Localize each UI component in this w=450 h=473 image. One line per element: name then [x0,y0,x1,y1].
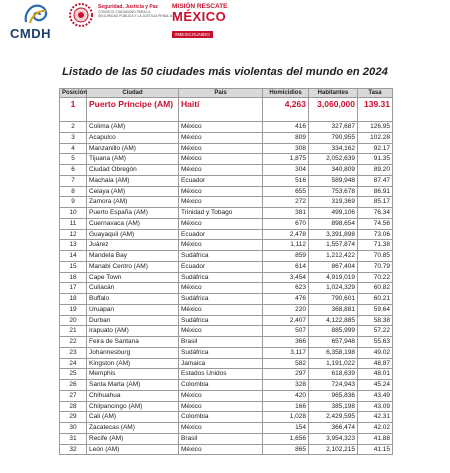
homicides-cell: 166 [263,401,309,412]
rate-cell: 42.31 [358,412,393,423]
homicides-cell: 507 [263,326,309,337]
city-cell: Celaya (AM) [87,186,179,197]
rate-cell: 57.22 [358,326,393,337]
table-row [60,143,393,154]
city-cell: Uruapan [87,304,179,315]
population-cell: 385,198 [309,401,358,412]
country-cell: Colombia [179,380,263,391]
population-cell: 790,955 [309,132,358,143]
position-cell: 1 [60,98,87,122]
city-cell: Zacatecas (AM) [87,423,179,434]
city-cell: Guayaquil (AM) [87,229,179,240]
population-cell: 366,474 [309,423,358,434]
population-cell: 965,836 [309,390,358,401]
rate-cell: 92.17 [358,143,393,154]
population-cell: 3,954,323 [309,433,358,444]
population-cell: 3,060,000 [309,98,358,122]
column-header-country: País [179,89,263,98]
position-cell: 5 [60,154,87,165]
position-cell: 3 [60,132,87,143]
homicides-cell: 2,478 [263,229,309,240]
position-cell: 17 [60,283,87,294]
rate-cell: 85.17 [358,197,393,208]
rate-cell: 76.34 [358,208,393,219]
sjp-title: Seguridad, Justicia y Paz [98,4,159,10]
population-cell: 753,678 [309,186,358,197]
cmdh-logo-text: CMDH [10,26,51,41]
city-cell: Cape Town [87,272,179,283]
homicides-cell: 416 [263,122,309,133]
city-cell: Manzanillo (AM) [87,143,179,154]
position-cell: 21 [60,326,87,337]
homicides-cell: 328 [263,380,309,391]
position-cell: 18 [60,294,87,305]
table-row [60,337,393,348]
homicides-cell: 4,263 [263,98,309,122]
country-cell: México [179,218,263,229]
homicides-cell: 154 [263,423,309,434]
population-cell: 2,102,215 [309,444,358,455]
position-cell: 16 [60,272,87,283]
country-cell: México [179,154,263,165]
cities-table [59,88,393,455]
page-title: Listado de las 50 ciudades más violentas del mundo en 2024 [62,66,388,78]
column-header-population: Habitantes [309,89,358,98]
position-cell: 13 [60,240,87,251]
sjp-subtitle-2: SEGURIDAD PÚBLICA Y LA JUSTICIA PENAL A.C. [98,14,177,18]
homicides-cell: 865 [263,444,309,455]
rate-cell: 60.21 [358,294,393,305]
country-cell: México [179,283,263,294]
table-row [60,315,393,326]
homicides-cell: 1,875 [263,154,309,165]
position-cell: 20 [60,315,87,326]
rate-cell: 43.09 [358,401,393,412]
table-row [60,218,393,229]
table-row [60,122,393,133]
population-cell: 1,557,874 [309,240,358,251]
city-cell: Santa Marta (AM) [87,380,179,391]
city-cell: Tijuana (AM) [87,154,179,165]
rate-cell: 139.31 [358,98,393,122]
city-cell: Cali (AM) [87,412,179,423]
country-cell: México [179,197,263,208]
homicides-cell: 366 [263,337,309,348]
population-cell: 885,999 [309,326,358,337]
country-cell: México [179,401,263,412]
column-header-rate: Tasa [358,89,393,98]
table-row [60,261,393,272]
position-cell: 11 [60,218,87,229]
position-cell: 2 [60,122,87,133]
population-cell: 657,948 [309,337,358,348]
table-row [60,98,393,122]
homicides-cell: 308 [263,143,309,154]
mision-rescate-top: MISIÓN RESCATE [172,3,228,10]
rate-cell: 58.38 [358,315,393,326]
position-cell: 7 [60,175,87,186]
population-cell: 2,429,595 [309,412,358,423]
rate-cell: 41.88 [358,433,393,444]
position-cell: 27 [60,390,87,401]
table-row [60,240,393,251]
country-cell: Sudáfrica [179,347,263,358]
rate-cell: 86.91 [358,186,393,197]
country-cell: Brasil [179,337,263,348]
country-cell: Sudáfrica [179,272,263,283]
rate-cell: 48.87 [358,358,393,369]
population-cell: 1,191,022 [309,358,358,369]
homicides-cell: 381 [263,208,309,219]
position-cell: 22 [60,337,87,348]
population-cell: 867,404 [309,261,358,272]
position-cell: 24 [60,358,87,369]
homicides-cell: 614 [263,261,309,272]
city-cell: Ciudad Obregón [87,165,179,176]
homicides-cell: 582 [263,358,309,369]
city-cell: Irapuato (AM) [87,326,179,337]
country-cell: México [179,326,263,337]
population-cell: 319,369 [309,197,358,208]
table-row [60,229,393,240]
sjp-subtitle-1: CONSEJO CIUDADANO PARA LA [98,10,151,14]
country-cell: Colombia [179,412,263,423]
population-cell: 589,948 [309,175,358,186]
position-cell: 8 [60,186,87,197]
country-cell: Ecuador [179,229,263,240]
table-row [60,380,393,391]
rate-cell: 41.15 [358,444,393,455]
rate-cell: 42.02 [358,423,393,434]
rate-cell: 73.06 [358,229,393,240]
seal-icon [68,2,94,28]
position-cell: 10 [60,208,87,219]
country-cell: México [179,444,263,455]
position-cell: 14 [60,251,87,262]
table-row [60,358,393,369]
population-cell: 2,052,639 [309,154,358,165]
country-cell: México [179,423,263,434]
country-cell: Ecuador [179,175,263,186]
homicides-cell: 220 [263,304,309,315]
cmdh-logo [8,2,66,42]
homicides-cell: 420 [263,390,309,401]
country-cell: Ecuador [179,261,263,272]
homicides-cell: 809 [263,132,309,143]
table-header-row [60,89,393,98]
position-cell: 15 [60,261,87,272]
position-cell: 23 [60,347,87,358]
rate-cell: 70.22 [358,272,393,283]
rate-cell: 91.35 [358,154,393,165]
rate-cell: 71.38 [358,240,393,251]
homicides-cell: 655 [263,186,309,197]
country-cell: Brasil [179,433,263,444]
rate-cell: 89.20 [358,165,393,176]
mision-rescate-main: MÉXICO [172,9,227,24]
homicides-cell: 1,656 [263,433,309,444]
population-cell: 618,639 [309,369,358,380]
population-cell: 499,106 [309,208,358,219]
city-cell: Durban [87,315,179,326]
population-cell: 6,358,198 [309,347,358,358]
city-cell: Feira de Santana [87,337,179,348]
homicides-cell: 297 [263,369,309,380]
country-cell: Sudáfrica [179,315,263,326]
rate-cell: 126.95 [358,122,393,133]
table-row [60,132,393,143]
homicides-cell: 304 [263,165,309,176]
rate-cell: 59.64 [358,304,393,315]
city-cell: Acapulco [87,132,179,143]
homicides-cell: 670 [263,218,309,229]
column-header-city: Ciudad [87,89,179,98]
city-cell: Zamora (AM) [87,197,179,208]
homicides-cell: 623 [263,283,309,294]
table-row [60,423,393,434]
table-row [60,326,393,337]
city-cell: Juárez [87,240,179,251]
country-cell: Sudáfrica [179,294,263,305]
rate-cell: 43.49 [358,390,393,401]
rate-cell: 45.24 [358,380,393,391]
table-row [60,283,393,294]
table-row [60,165,393,176]
country-cell: Estados Unidos [179,369,263,380]
population-cell: 1,212,422 [309,251,358,262]
table-row [60,197,393,208]
column-header-position: Posición [60,89,87,98]
position-cell: 31 [60,433,87,444]
rate-cell: 55.63 [358,337,393,348]
city-cell: Buffalo [87,294,179,305]
population-cell: 334,162 [309,143,358,154]
mision-rescate-tag: #MEXICOUNIDO [172,31,213,38]
country-cell: México [179,143,263,154]
table-row [60,412,393,423]
position-cell: 4 [60,143,87,154]
table-row [60,294,393,305]
table-row [60,347,393,358]
city-cell: Chilpancingo (AM) [87,401,179,412]
population-cell: 4,122,885 [309,315,358,326]
country-cell: México [179,390,263,401]
homicides-cell: 1,112 [263,240,309,251]
table-row [60,304,393,315]
table-row [60,444,393,455]
sjp-logo [98,4,177,34]
position-cell: 6 [60,165,87,176]
population-cell: 4,919,019 [309,272,358,283]
city-cell: León (AM) [87,444,179,455]
homicides-cell: 272 [263,197,309,208]
country-cell: Trinidad y Tobago [179,208,263,219]
country-cell: Sudáfrica [179,251,263,262]
population-cell: 790,601 [309,294,358,305]
homicides-cell: 3,117 [263,347,309,358]
rate-cell: 48.01 [358,369,393,380]
position-cell: 26 [60,380,87,391]
cmdh-emblem-icon [22,2,52,26]
population-cell: 340,809 [309,165,358,176]
country-cell: México [179,132,263,143]
country-cell: Haití [179,98,263,122]
logo-header [0,0,450,44]
city-cell: Manabí Centro (AM) [87,261,179,272]
country-cell: Jamaica [179,358,263,369]
table-row [60,186,393,197]
position-cell: 25 [60,369,87,380]
rate-cell: 60.82 [358,283,393,294]
rate-cell: 87.47 [358,175,393,186]
population-cell: 724,943 [309,380,358,391]
city-cell: Colima (AM) [87,122,179,133]
rate-cell: 70.79 [358,261,393,272]
rate-cell: 102.28 [358,132,393,143]
homicides-cell: 516 [263,175,309,186]
city-cell: Machala (AM) [87,175,179,186]
homicides-cell: 476 [263,294,309,305]
city-cell: Chihuahua [87,390,179,401]
country-cell: México [179,304,263,315]
position-cell: 12 [60,229,87,240]
homicides-cell: 1,028 [263,412,309,423]
city-cell: Puerto España (AM) [87,208,179,219]
city-cell: Mandela Bay [87,251,179,262]
city-cell: Cuernavaca (AM) [87,218,179,229]
country-cell: México [179,186,263,197]
column-header-homicides: Homicidios [263,89,309,98]
table-row [60,369,393,380]
table-row [60,433,393,444]
position-cell: 32 [60,444,87,455]
city-cell: Johannesburg [87,347,179,358]
country-cell: México [179,165,263,176]
rate-cell: 49.02 [358,347,393,358]
table-row [60,390,393,401]
rate-cell: 74.56 [358,218,393,229]
city-cell: Puerto Príncipe (AM) [87,98,179,122]
position-cell: 19 [60,304,87,315]
population-cell: 898,654 [309,218,358,229]
population-cell: 1,024,329 [309,283,358,294]
table-row [60,154,393,165]
country-cell: México [179,122,263,133]
city-cell: Culiacán [87,283,179,294]
homicides-cell: 859 [263,251,309,262]
homicides-cell: 2,407 [263,315,309,326]
city-cell: Kingston (AM) [87,358,179,369]
position-cell: 29 [60,412,87,423]
table-row [60,272,393,283]
mision-rescate-logo [172,3,232,37]
population-cell: 327,687 [309,122,358,133]
table-row [60,401,393,412]
table-row [60,175,393,186]
country-cell: México [179,240,263,251]
city-cell: Recife (AM) [87,433,179,444]
population-cell: 368,881 [309,304,358,315]
rate-cell: 70.85 [358,251,393,262]
table-row [60,208,393,219]
homicides-cell: 3,454 [263,272,309,283]
population-cell: 3,391,898 [309,229,358,240]
city-cell: Memphis [87,369,179,380]
position-cell: 9 [60,197,87,208]
position-cell: 28 [60,401,87,412]
table-row [60,251,393,262]
position-cell: 30 [60,423,87,434]
